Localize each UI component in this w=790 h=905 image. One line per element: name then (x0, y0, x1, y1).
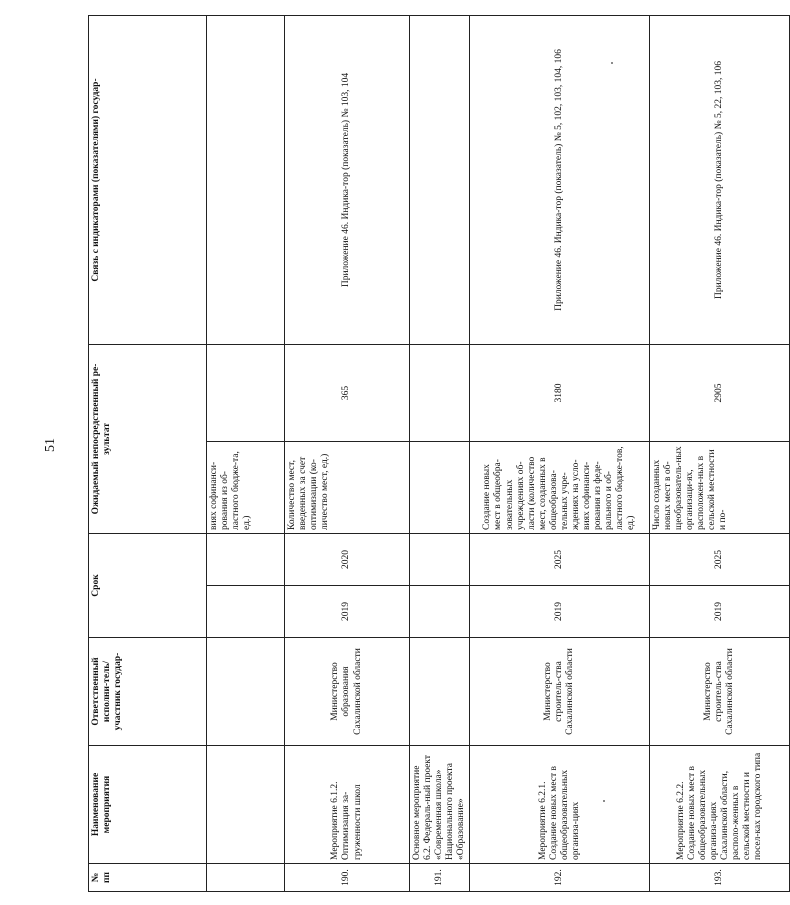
row-end (207, 534, 285, 586)
header-result: Ожидаемый непосредственный ре-зультат (89, 345, 207, 534)
table-row (650, 16, 790, 892)
row-executor: Министерство строитель-ства Сахалинской области (470, 638, 650, 746)
row-link (410, 16, 470, 345)
table-row (470, 16, 650, 892)
header-term: Срок (89, 534, 207, 638)
row-num: 192. (470, 864, 650, 892)
page-number (44, 430, 58, 460)
row-start (410, 586, 470, 638)
row-value: 3180 (470, 345, 650, 442)
header-row (89, 16, 207, 892)
row-start: 2019 (285, 586, 410, 638)
row-name: Мероприятие 6.2.1. Создание новых мест в общеобразовательных организа-циях (470, 746, 650, 864)
header-executor: Ответственный исполни-тель/участник государ- (89, 638, 207, 746)
header-link: Связь с индикаторами (показателями) государ- (89, 16, 207, 345)
row-value: 2905 (650, 345, 790, 442)
row-end: 2025 (470, 534, 650, 586)
row-executor: Министерство строитель-ства Сахалинской области (650, 638, 790, 746)
row-value: 365 (285, 345, 410, 442)
row-executor (410, 638, 470, 746)
row-num: 190. (285, 864, 410, 892)
rotated-document (88, 16, 763, 892)
row-indicator: виях софинанси-рования из об-ластного бюдже-та, ед.) (207, 442, 285, 534)
row-start: 2019 (470, 586, 650, 638)
row-start (207, 586, 285, 638)
measures-table (88, 15, 790, 892)
row-name: Мероприятие 6.2.2. Создание новых мест в общеобразовательных организа-циях Сахалинской области, располо-женных в сельской местности и посел-ках городского типа (650, 746, 790, 864)
page-number-text: 51 (43, 438, 58, 452)
row-end (410, 534, 470, 586)
row-link: Приложение 46. Индика-тор (показатель) № 103, 104 (285, 16, 410, 345)
table-row (285, 16, 410, 892)
row-indicator: Создание новых мест в общеобра-зовательных учреждениях об-ласти (количество мест, созданных в общеобразова-тельных учре-ждениях на усло-виях софинанси-рования из феде-рального и об-ластного бюдже-тов, ед.) (470, 442, 650, 534)
row-end: 2025 (650, 534, 790, 586)
header-num: № пп (89, 864, 207, 892)
table-row (410, 16, 470, 892)
row-num (207, 864, 285, 892)
row-indicator: Число созданных новых мест в об-щеобразователь-ных организаци-ях, расположен-ных в сельской местности и по- (650, 442, 790, 534)
scan-speck (611, 62, 613, 64)
table-row (207, 16, 285, 892)
row-value (410, 345, 470, 442)
row-end: 2020 (285, 534, 410, 586)
row-executor: Министерство образования Сахалинской области (285, 638, 410, 746)
row-indicator: Количество мест, введенных за счет оптимизации (ко-личество мест, ед.) (285, 442, 410, 534)
row-link: Приложение 46. Индика-тор (показатель) № 5, 102, 103, 104, 106 (470, 16, 650, 345)
header-name: Наименование мероприятия (89, 746, 207, 864)
row-name (207, 746, 285, 864)
row-indicator (410, 442, 470, 534)
row-name: Мероприятие 6.1.2. Оптимизация за-груженности школ (285, 746, 410, 864)
row-start: 2019 (650, 586, 790, 638)
row-num: 193. (650, 864, 790, 892)
row-value (207, 345, 285, 442)
row-num: 191. (410, 864, 470, 892)
row-executor (207, 638, 285, 746)
row-name: Основное мероприятие 6.2. Федераль-ный проект «Современная школа» Национального проекта «Образование» (410, 746, 470, 864)
row-link (207, 16, 285, 345)
scan-speck (603, 800, 605, 802)
row-link: Приложение 46. Индика-тор (показатель) № 5, 22, 103, 106 (650, 16, 790, 345)
